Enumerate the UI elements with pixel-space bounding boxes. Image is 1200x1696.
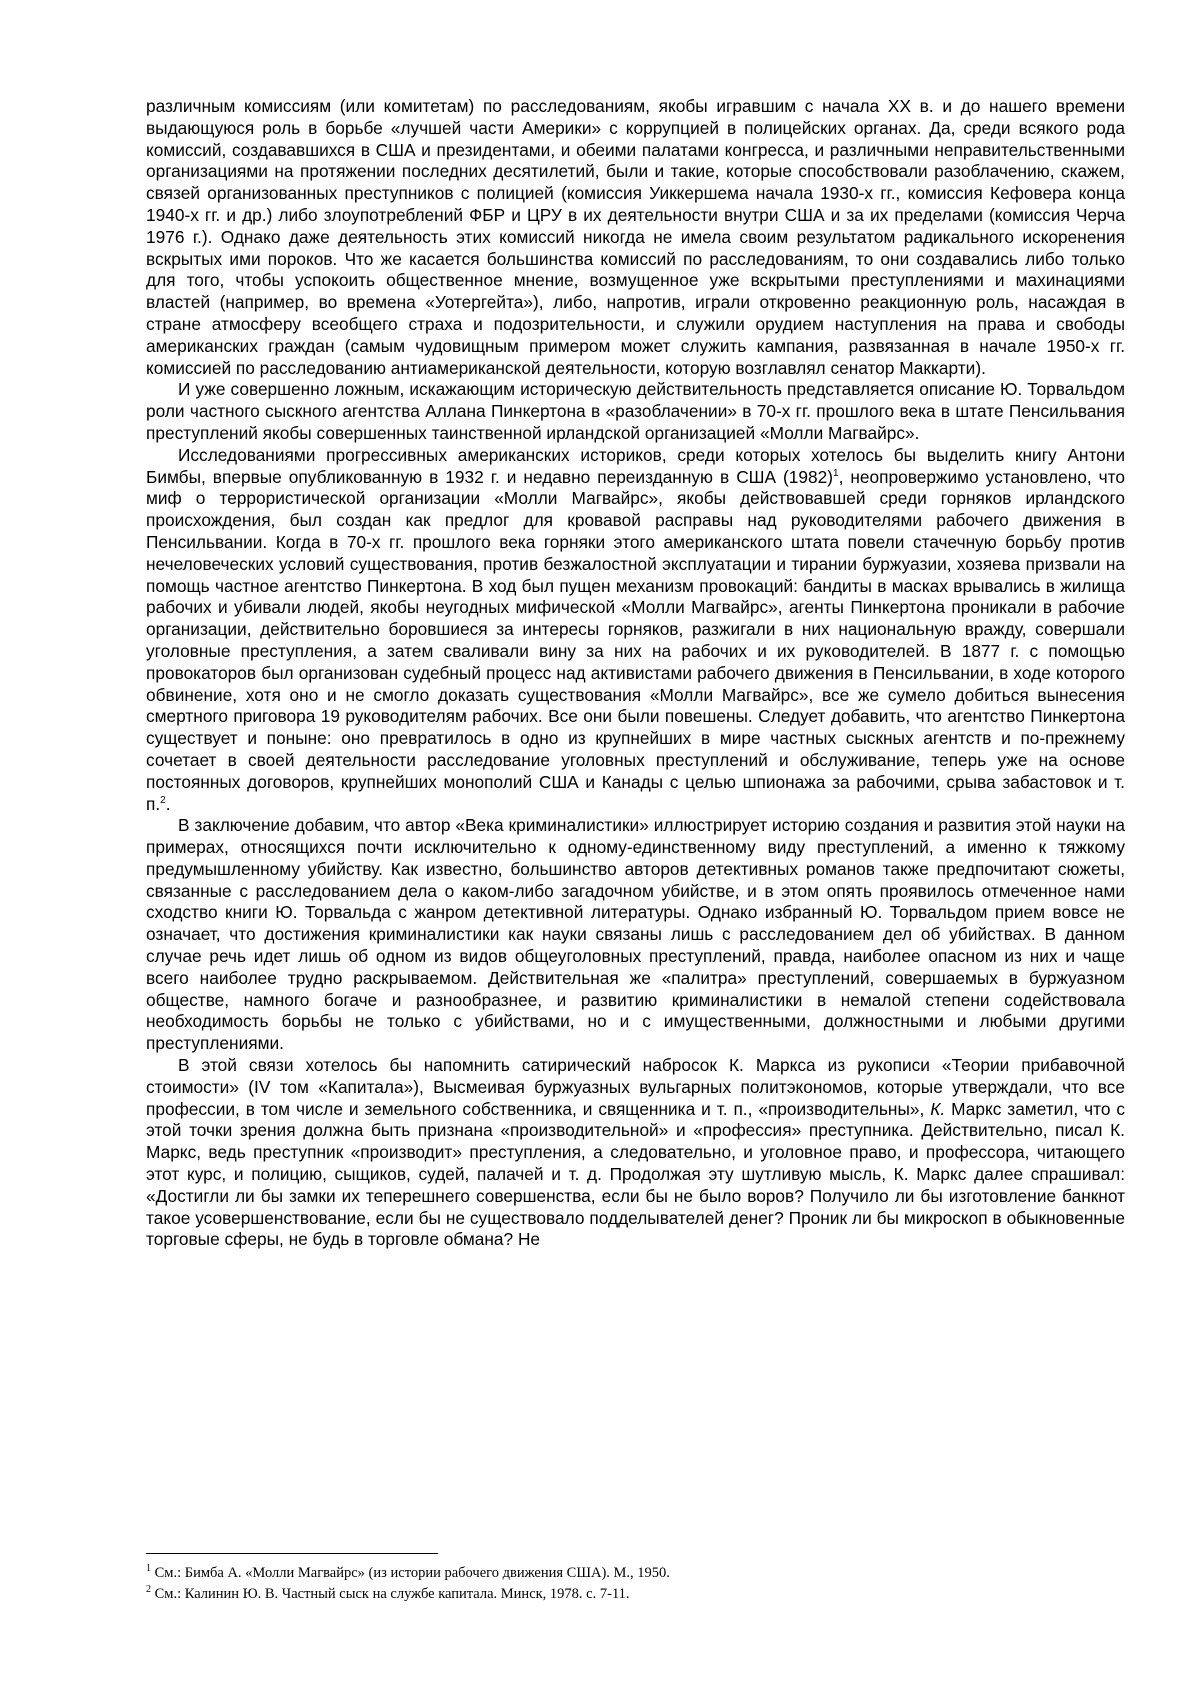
footnote-divider xyxy=(146,1553,438,1554)
footnote-number: 2 xyxy=(146,1584,151,1595)
paragraph-molly-maguires xyxy=(146,445,1125,816)
paragraph-text: В этой связи хотелось бы напомнить сатирический набросок К. Маркса из рукописи «Теории прибавочной стоимости» (IV том «Капитала»), Высмеивая буржуазных вульгарных политэкономов, которые утверждали, что все профессии, в том числе и земельного собственника, и священника и т. п., «производительны», xyxy=(146,1055,1125,1119)
paragraph-text: И уже совершенно ложным, искажающим историческую действительность представляется описание Ю. Торвальдом роли частного сыскного агентства Аллана Пинкертона в «разоблачении» в 70-х гг. прошлого века в штате Пенсильвания преступлений якобы совершенных таинственной ирландской организацией «Молли Магвайрс». xyxy=(146,379,1125,443)
paragraph-text: Маркс заметил, что с этой точки зрения должна быть признана «производительной» и «профессия» преступника. Действительно, писал К. Маркс, ведь преступник «производит» преступления, а следовательно, и уголовное право, и профессора, читающего этот курс, и полицию, сыщиков, судей, палачей и т. д. Продолжая эту шутливую мысль, К. Маркс далее спрашивал: «Достигли ли бы замки их теперешнего совершенства, если бы не было воров? Получило ли бы изготовление банкнот такое усовершенствование, если бы не существовало подделывателей денег? Проник ли бы микроскоп в обыкновенные торговые сферы, не будь в торговле обмана? Не xyxy=(146,1099,1125,1250)
paragraph-conclusion xyxy=(146,815,1125,1055)
footnote-text: См.: Калинин Ю. В. Частный сыск на службе капитала. Минск, 1978. с. 7-11. xyxy=(155,1586,630,1602)
paragraph-text: В заключение добавим, что автор «Века криминалистики» иллюстрирует историю создания и развития этой науки на примерах, относящихся почти исключительно к одному-единственному виду преступлений, а именно к тяжкому предумышленному убийству. Как известно, большинство авторов детективных романов также предпочитают сюжеты, связанные с расследованием дела о каком-либо загадочном убийстве, и в этом опять проявилось отмеченное нами сходство книги Ю. Торвальда с жанром детективной литературы. Однако избранный Ю. Торвальдом прием вовсе не означает, что достижения криминалистики как науки связаны лишь с расследованием дел об убийствах. В данном случае речь идет лишь об одном из видов общеуголовных преступлений, правда, наиболее опасном из них и чаще всего наиболее трудно раскрываемом. Действительная же «палитра» преступлений, совершаемых в буржуазном обществе, намного богаче и разнообразнее, и развитию криминалистики в немалой степени содействовала необходимость борьбы не только с убийствами, но и с имущественными, должностными и любыми другими преступлениями. xyxy=(146,815,1125,1053)
paragraph-pinkerton xyxy=(146,379,1125,444)
footnote-ref-1[interactable]: 1 xyxy=(833,468,839,479)
paragraph-text: , неопровержимо установлено, что миф о террористической организации «Молли Магвайрс», якобы действовавшей среди горняков ирландского происхождения, был создан как предлог для кровавой расправы над руководителями рабочего движения в Пенсильвании. Когда в 70-х гг. прошлого века горняки этого американского штата повели стачечную борьбу против нечеловеческих условий существования, против безжалостной эксплуатации и тирании буржуазии, хозяева призвали на помощь частное агентство Пинкертона. В ход был пущен механизм провокаций: бандиты в масках врывались в жилища рабочих и убивали людей, якобы неугодных мифической «Молли Магвайрс», агенты Пинкертона проникали в рабочие организации, действительно боровшиеся за интересы горняков, разжигали в них национальную вражду, совершали уголовные преступления, а затем сваливали вину за них на рабочих и их руководителей. В 1877 г. с помощью провокаторов был организован судебный процесс над активистами рабочего движения в Пенсильвании, в ходе которого обвинение, хотя оно и не смогло доказать существования «Молли Магвайрс», все же сумело добиться вынесения смертного приговора 19 руководителям рабочих. Все они были повешены. Следует добавить, что агентство Пинкертона существует и поныне: оно превратилось в одно из крупнейших в мире частных сыскных агентств и по-прежнему сочетает в своей деятельности расследование уголовных преступлений и обслуживание, теперь уже на основе постоянных договоров, крупнейших монополий США и Канады с целью шпионажа за рабочими, срыва забастовок и т. п. xyxy=(146,467,1125,814)
footnote-text: См.: Бимба А. «Молли Магвайрс» (из истории рабочего движения США). М., 1950. xyxy=(155,1565,670,1581)
footnotes xyxy=(146,1553,1125,1605)
paragraph-commissions xyxy=(146,96,1125,379)
page-body xyxy=(146,96,1125,1251)
footnote-1 xyxy=(146,1563,1125,1584)
italic-initial: К. xyxy=(930,1099,945,1119)
footnote-2 xyxy=(146,1584,1125,1605)
paragraph-text: . xyxy=(166,794,171,814)
paragraph-text: Исследованиями прогрессивных американских историков, среди которых хотелось бы выделить книгу Антони Бимбы, впервые опубликованную в 1932 г. и недавно переизданную в США (1982) xyxy=(146,445,1125,487)
footnote-ref-2[interactable]: 2 xyxy=(160,795,166,806)
paragraph-text: различным комиссиям (или комитетам) по расследованиям, якобы игравшим с начала XX в. и до нашего времени выдающуюся роль в борьбе «лучшей части Америки» с коррупцией в полицейских органах. Да, среди всякого рода комиссий, создававшихся в США и президентами, и обеими палатами конгресса, и различными неправительственными организациями на протяжении последних десятилетий, были и такие, которые способствовали разоблачению, скажем, связей организованных преступников с полицией (комиссия Уиккершема начала 1930-х гг., комиссия Кефовера конца 1940-х гг. и др.) либо злоупотреблений ФБР и ЦРУ в их деятельности внутри США и за их пределами (комиссия Черча 1976 г.). Однако даже деятельность этих комиссий никогда не имела своим результатом радикального искоренения вскрытых ими пороков. Что же касается большинства комиссий по расследованиям, то они создавались либо только для того, чтобы успокоить общественное мнение, возмущенное уже вскрытыми преступлениями и махинациями властей (например, во времена «Уотергейта»), либо, напротив, играли откровенно реакционную роль, насаждая в стране атмосферу всеобщего страха и подозрительности, и служили орудием наступления на права и свободы американских граждан (самым чудовищным примером может служить кампания, развязанная в начале 1950-х гг. комиссией по расследованию антиамериканской деятельности, которую возглавлял сенатор Маккарти). xyxy=(146,96,1125,378)
main-text xyxy=(146,96,1125,1251)
paragraph-marx xyxy=(146,1055,1125,1251)
footnote-number: 1 xyxy=(146,1563,151,1574)
